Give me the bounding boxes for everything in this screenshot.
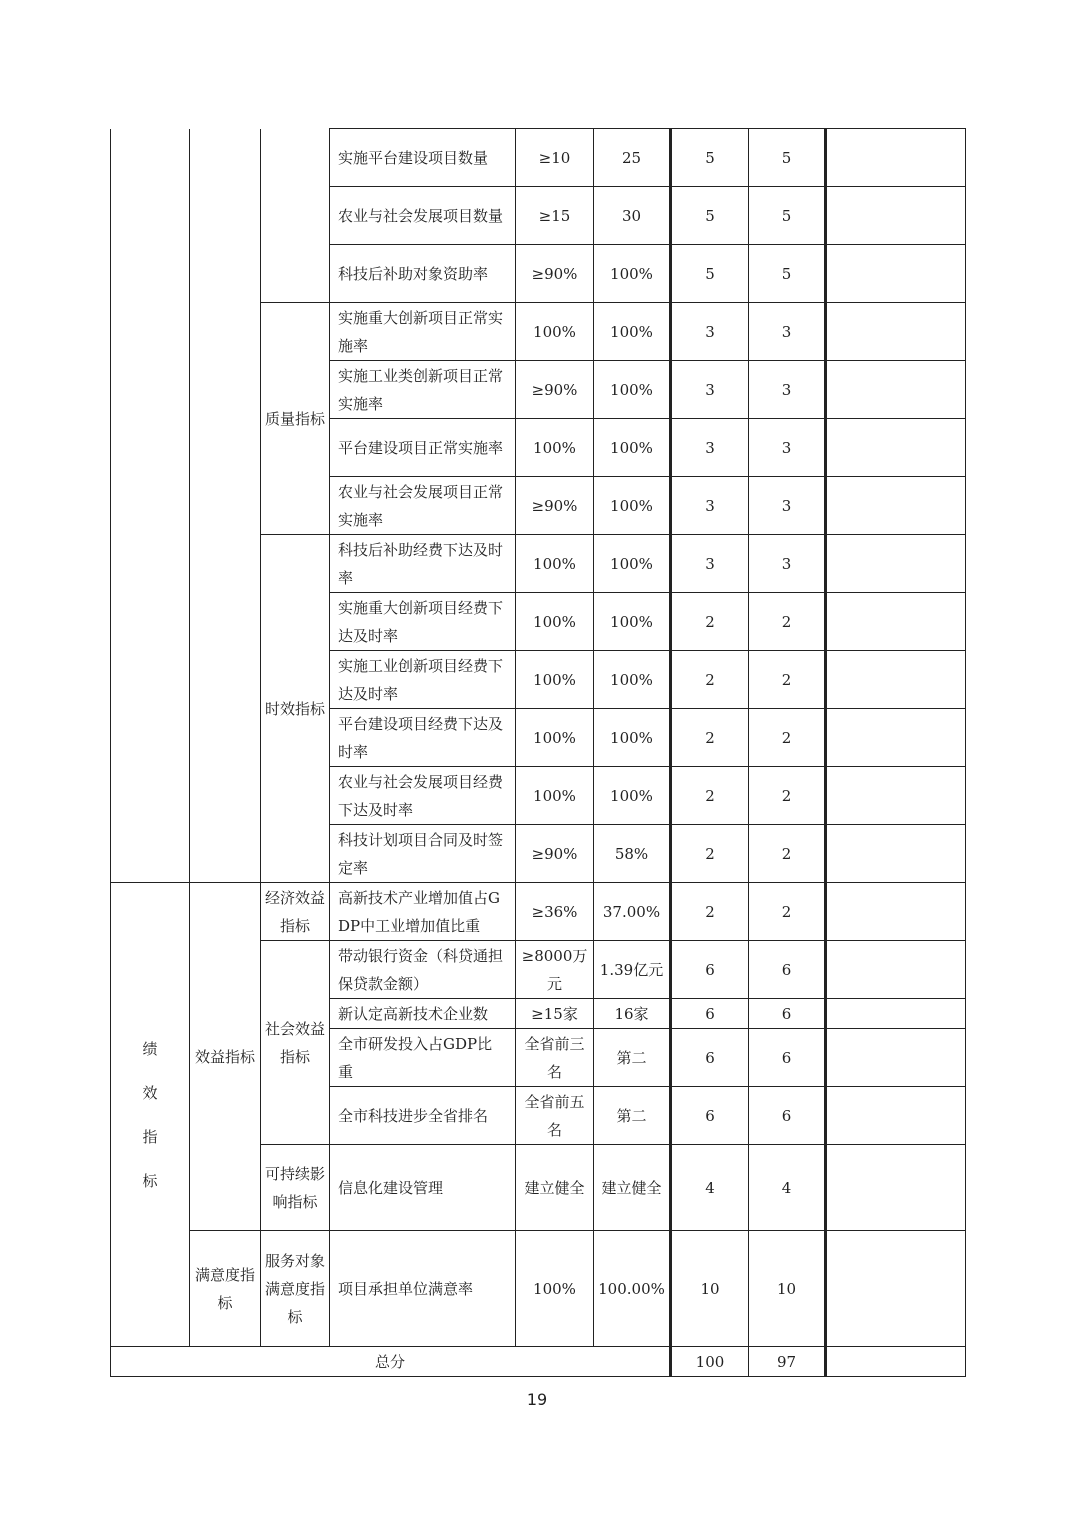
actual-cell: 100.00%: [594, 1231, 671, 1347]
total-weight: 100: [671, 1347, 749, 1377]
score-cell: 6: [749, 1087, 826, 1145]
indicator-cell: 全市研发投入占GDP比重: [330, 1029, 516, 1087]
sustainable-indicator-label: 可持续影响指标: [261, 1145, 330, 1231]
indicator-cell: 实施工业类创新项目正常实施率: [330, 361, 516, 419]
weight-cell: 3: [671, 477, 749, 535]
score-cell: 2: [749, 825, 826, 883]
target-cell: 100%: [516, 1231, 594, 1347]
indicator-cell: 全市科技进步全省排名: [330, 1087, 516, 1145]
actual-cell: 58%: [594, 825, 671, 883]
weight-cell: 6: [671, 1087, 749, 1145]
indicator-cell: 平台建设项目经费下达及时率: [330, 709, 516, 767]
satisfaction-indicator-label: 满意度指标: [190, 1231, 261, 1347]
total-score: 97: [749, 1347, 826, 1377]
weight-cell: 5: [671, 187, 749, 245]
remark-cell: [826, 419, 966, 477]
performance-table: [110, 128, 966, 1377]
benefit-indicator-label: 效益指标: [190, 883, 261, 1231]
weight-cell: 6: [671, 1029, 749, 1087]
quality-indicator-label: 质量指标: [261, 303, 330, 535]
performance-indicator-label: 绩效指标: [111, 883, 190, 1347]
page-number: 19: [526, 1390, 548, 1409]
actual-cell: 100%: [594, 535, 671, 593]
score-cell: 6: [749, 999, 826, 1029]
target-cell: 全省前五名: [516, 1087, 594, 1145]
actual-cell: 37.00%: [594, 883, 671, 941]
total-remark: [826, 1347, 966, 1377]
score-cell: 3: [749, 477, 826, 535]
indicator-cell: 项目承担单位满意率: [330, 1231, 516, 1347]
weight-cell: 2: [671, 651, 749, 709]
score-cell: 5: [749, 245, 826, 303]
weight-cell: 3: [671, 535, 749, 593]
actual-cell: 100%: [594, 361, 671, 419]
target-cell: ≥15: [516, 187, 594, 245]
target-cell: ≥90%: [516, 361, 594, 419]
remark-cell: [826, 1029, 966, 1087]
score-cell: 5: [749, 129, 826, 187]
table-row: [111, 883, 966, 941]
service-satisfaction-indicator-label: 服务对象满意度指标: [261, 1231, 330, 1347]
remark-cell: [826, 941, 966, 999]
indicator-cell: 农业与社会发展项目经费下达及时率: [330, 767, 516, 825]
actual-cell: 1.39亿元: [594, 941, 671, 999]
target-cell: 建立健全: [516, 1145, 594, 1231]
weight-cell: 6: [671, 941, 749, 999]
total-label: 总分: [111, 1347, 671, 1377]
actual-cell: 100%: [594, 709, 671, 767]
indicator-cell: 实施平台建设项目数量: [330, 129, 516, 187]
category-cell-level1-blank: [111, 129, 190, 883]
table-row: [111, 1231, 966, 1347]
remark-cell: [826, 361, 966, 419]
score-cell: 2: [749, 767, 826, 825]
score-cell: 3: [749, 303, 826, 361]
indicator-cell: 科技后补助对象资助率: [330, 245, 516, 303]
actual-cell: 第二: [594, 1029, 671, 1087]
indicator-cell: 科技后补助经费下达及时率: [330, 535, 516, 593]
target-cell: 100%: [516, 303, 594, 361]
indicator-cell: 平台建设项目正常实施率: [330, 419, 516, 477]
indicator-cell: 农业与社会发展项目正常实施率: [330, 477, 516, 535]
score-cell: 3: [749, 361, 826, 419]
remark-cell: [826, 129, 966, 187]
actual-cell: 建立健全: [594, 1145, 671, 1231]
remark-cell: [826, 767, 966, 825]
indicator-cell: 实施重大创新项目正常实施率: [330, 303, 516, 361]
weight-cell: 3: [671, 419, 749, 477]
indicator-cell: 带动银行资金（科贷通担保贷款金额）: [330, 941, 516, 999]
target-cell: ≥90%: [516, 477, 594, 535]
remark-cell: [826, 999, 966, 1029]
indicator-cell: 信息化建设管理: [330, 1145, 516, 1231]
remark-cell: [826, 1087, 966, 1145]
category-cell-level2-blank: [190, 129, 261, 883]
economic-indicator-label: 经济效益指标: [261, 883, 330, 941]
table-row: [111, 129, 966, 187]
target-cell: ≥36%: [516, 883, 594, 941]
target-cell: 100%: [516, 535, 594, 593]
remark-cell: [826, 651, 966, 709]
actual-cell: 100%: [594, 651, 671, 709]
score-cell: 6: [749, 1029, 826, 1087]
target-cell: 100%: [516, 593, 594, 651]
target-cell: ≥15家: [516, 999, 594, 1029]
weight-cell: 2: [671, 883, 749, 941]
weight-cell: 3: [671, 303, 749, 361]
target-cell: ≥90%: [516, 825, 594, 883]
actual-cell: 30: [594, 187, 671, 245]
remark-cell: [826, 187, 966, 245]
score-cell: 4: [749, 1145, 826, 1231]
timeliness-indicator-label: 时效指标: [261, 535, 330, 883]
weight-cell: 3: [671, 361, 749, 419]
target-cell: ≥10: [516, 129, 594, 187]
indicator-cell: 农业与社会发展项目数量: [330, 187, 516, 245]
score-cell: 2: [749, 651, 826, 709]
remark-cell: [826, 535, 966, 593]
score-cell: 2: [749, 593, 826, 651]
target-cell: ≥8000万元: [516, 941, 594, 999]
score-cell: 6: [749, 941, 826, 999]
indicator-cell: 高新技术产业增加值占GDP中工业增加值比重: [330, 883, 516, 941]
actual-cell: 16家: [594, 999, 671, 1029]
weight-cell: 2: [671, 767, 749, 825]
weight-cell: 2: [671, 593, 749, 651]
score-cell: 10: [749, 1231, 826, 1347]
indicator-cell: 科技计划项目合同及时签定率: [330, 825, 516, 883]
table-body: [111, 129, 966, 1377]
weight-cell: 5: [671, 129, 749, 187]
target-cell: 100%: [516, 767, 594, 825]
actual-cell: 100%: [594, 245, 671, 303]
weight-cell: 4: [671, 1145, 749, 1231]
weight-cell: 2: [671, 825, 749, 883]
actual-cell: 100%: [594, 767, 671, 825]
indicator-cell: 实施重大创新项目经费下达及时率: [330, 593, 516, 651]
score-cell: 2: [749, 883, 826, 941]
score-cell: 5: [749, 187, 826, 245]
score-cell: 2: [749, 709, 826, 767]
actual-cell: 25: [594, 129, 671, 187]
remark-cell: [826, 1145, 966, 1231]
indicator-cell: 实施工业创新项目经费下达及时率: [330, 651, 516, 709]
weight-cell: 6: [671, 999, 749, 1029]
target-cell: 100%: [516, 651, 594, 709]
remark-cell: [826, 477, 966, 535]
score-cell: 3: [749, 535, 826, 593]
actual-cell: 100%: [594, 303, 671, 361]
remark-cell: [826, 303, 966, 361]
weight-cell: 10: [671, 1231, 749, 1347]
target-cell: ≥90%: [516, 245, 594, 303]
actual-cell: 100%: [594, 593, 671, 651]
indicator-cell: 新认定高新技术企业数: [330, 999, 516, 1029]
social-indicator-label: 社会效益指标: [261, 941, 330, 1145]
actual-cell: 100%: [594, 477, 671, 535]
actual-cell: 第二: [594, 1087, 671, 1145]
target-cell: 全省前三名: [516, 1029, 594, 1087]
target-cell: 100%: [516, 709, 594, 767]
remark-cell: [826, 593, 966, 651]
remark-cell: [826, 825, 966, 883]
remark-cell: [826, 1231, 966, 1347]
actual-cell: 100%: [594, 419, 671, 477]
score-cell: 3: [749, 419, 826, 477]
target-cell: 100%: [516, 419, 594, 477]
remark-cell: [826, 245, 966, 303]
remark-cell: [826, 709, 966, 767]
category-cell-level3-blank: [261, 129, 330, 303]
weight-cell: 2: [671, 709, 749, 767]
remark-cell: [826, 883, 966, 941]
weight-cell: 5: [671, 245, 749, 303]
total-row: [111, 1347, 966, 1377]
